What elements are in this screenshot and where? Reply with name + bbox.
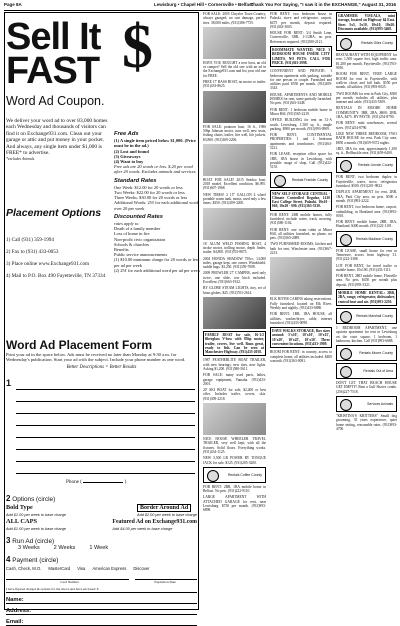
section-rentals-giles — [336, 35, 397, 51]
list-item: FOR RENT: 2BR mobile homes, fully furnished, include water, trash, mowing. (931)580-1102. — [270, 212, 332, 226]
section-rentals-lincoln — [336, 157, 397, 173]
list-item: LOT FOR RENT, for travel trailer or mobile home, 10x100. (931)433-1111. — [336, 263, 397, 272]
list-item: FOR LEASE, small house for rent in Tennessee, across from highway 31. (931)222-3388. — [336, 248, 397, 262]
list-item: RESTAURANT WITH EQUIPMENT for rent, 1,500 square feet, high traffic area. $1,200 per month, Fayetteville. (931)703-9010. — [336, 53, 397, 71]
section-label: Rentals Coffee County — [227, 472, 262, 477]
list-item: FOR RENT, 2BD mobile home, Flintville area. No pets. $450 per month plus deposit. (931)993-3321. — [336, 274, 397, 287]
rate-line: Additional Words: 25¢ for each additional word over 20 per week — [114, 200, 199, 211]
classified-column-1 — [203, 12, 266, 610]
free-ads-note: Free ads are 20 words or less. $.20 per word after 20 words. Excludes animals and services. — [114, 164, 197, 175]
options-row-1 — [6, 505, 197, 519]
step-2-label: Options (circle) — [12, 495, 56, 503]
list-item: FOR RENT: 1 bedroom mobile home in Minor Hill. (931)565-2219. — [270, 107, 332, 116]
list-item: FOR SALE: 2005 Chrysler Town Country, always garaged, no rust damage, perfect tires. 38,000 miles. (931)386-7755. — [203, 12, 266, 25]
ad-photo — [203, 403, 266, 435]
rate-line: Two Weeks: $22.00 for 20 words or less — [114, 190, 185, 196]
list-item: GRAMMER VISUALS, mini storage, located on Highway 64 East. Sizes 5x5, 5x10, 10x10, 10x20. Discounts available. (931)993-3468. — [336, 12, 397, 33]
list-item: FOR RENT: 2BR, 1BA mobile home in Belfast. No pets. (931)222-9110. — [203, 484, 266, 494]
section-label: Rentals Lincoln County — [358, 163, 393, 168]
placement-fax: 2) Fax to (931) 433-0053 — [6, 249, 59, 255]
list-item: FOR SALE: pontoon boat, 16 ft., 1986 50hp Johnson motor, runs well, new seats, fishing chairs, trailer, live well, life jackets. $3,800. (931)309-2206. — [203, 124, 266, 142]
border-price: Add $2.00 per week to base charge — [137, 512, 197, 517]
list-item: FREE 17' BASS BOAT, no motor or trailer. (931)433-8625. — [203, 80, 266, 89]
list-item: LARGE APARTMENT WITH ATTACHED GARAGE for rent, near Lewisburg. $750 per month. (931)993-6898. — [203, 495, 266, 513]
list-item: ELK RIVER CABINS taking reservations. Fully furnished, located on Elk River. Weekly and nightly. (931)433-6880. — [270, 297, 332, 310]
discount-line: Non-profit civic organization — [114, 236, 166, 242]
section-rentals-marshall — [336, 308, 397, 324]
discounted-rates-title: Discounted Rates — [114, 213, 163, 220]
list-item: FOR RENT: one room cabin at Minor Hill, all utilities furnished, no phone, no pets. (931)565-2089. — [270, 227, 332, 241]
section-label: Rentals Out of Area — [363, 369, 393, 374]
step-4: 4 Payment (circle) — [6, 554, 59, 564]
ad-line[interactable] — [16, 461, 195, 462]
placement-title: Placement Options — [6, 207, 102, 219]
county-seal-icon — [340, 311, 352, 323]
list-item: FOR RENT: mobile home, 2BR, 1BA, Huntland. $400 month. (931)322-1101. — [336, 220, 397, 229]
phone-label-close: ) — [124, 478, 127, 485]
ad-line[interactable] — [16, 413, 195, 414]
list-item: RENTALS IN MOORE HOME COMMUNITY: 3BR, 2BA, $800; 2BR, 1BA, $475. BY PAYTE. (931)254-8790. — [336, 106, 397, 120]
county-seal-icon — [340, 348, 352, 360]
list-item: 1987 FEATHERLITE BOAT TRAILER, with new bearings, new tires, new lights. Asking $1,200. (931)580-5611. — [203, 358, 266, 371]
county-seal-icon — [274, 175, 286, 187]
placement-call: 1) Call (931) 359-1994 — [6, 237, 54, 243]
pay-mastercard[interactable]: MasterCard — [48, 565, 71, 571]
discounted-rates-list — [114, 221, 200, 273]
list-item: NEW SELF STORAGE CENTRAL - Climate Controlled Regular, 1410 East College Street, Pulaski. 10x10 - $60, 10x20 - $90. (931)363-3330. — [270, 190, 332, 211]
list-item: NEW TIRES! 2 15" GALLON 4 wheel portable warm tank, motor, used only a few times. $350. (931)309-3200. — [203, 192, 266, 206]
ad-photo — [203, 91, 266, 123]
ad-photo — [203, 208, 266, 240]
placement-form — [4, 338, 199, 626]
list-item: HAVE YOU BOUGHT a new boat, an old or camper? Sell the old one with an ad in the Exchange931.com and list your old one for FREE. — [203, 60, 266, 78]
list-item: DUPLEX APARTMENT for rent, 2BR, 1BA, Park City area, no pets. $500 a month. (931)993-2222. — [336, 190, 397, 203]
rate-line: One Week: $12.00 for 20 words or less — [114, 184, 183, 190]
list-item: MOBILE HOME RENTAL: 2BR, 2BA, range, refrigerator, dishwasher, central heat and air. (931)993-2250. — [336, 289, 397, 306]
list-item: ROOM FOR RENT, VERY LARGE ROOM for rent in Fayetteville, with walk-in closet and full bath. $550 per month, all utilities. (931)993-0025. — [336, 72, 397, 90]
section-label: Rentals Moore County — [359, 351, 393, 356]
section-rentals-franklin — [270, 172, 332, 188]
standard-rates-title: Standard Rates — [114, 177, 157, 184]
options-row-2 — [6, 519, 197, 533]
intro-note: *excludes Animals — [6, 157, 35, 162]
ad-line[interactable] — [16, 473, 195, 474]
section-label: Services Animals — [367, 402, 393, 407]
list-item: BOAT FOR SALE! 2015 Seadoo boat, 2018 model. Excellent condition. $6,995. (931)607-1968. — [203, 177, 266, 191]
classified-column-3 — [336, 12, 397, 610]
free-ads-title: Free Ads — [114, 131, 139, 137]
discount-line: Benefits — [114, 247, 129, 253]
free-ad-item: (1) A single item priced below $1,000. (Price must be in the ad.) — [114, 138, 196, 149]
ad-line[interactable] — [16, 437, 195, 438]
name-field[interactable]: Name: — [6, 597, 197, 604]
classified-column-2 — [270, 12, 332, 610]
ad-photo — [203, 144, 266, 176]
list-item: FOR LEASE, reception office space for 1BR, 1BA house in Lewisburg, with possible usage of shop. Call (931)422-5155. — [270, 152, 332, 170]
ad-line[interactable] — [16, 425, 195, 426]
section-rentals-madison — [336, 231, 397, 247]
pay-cash[interactable]: Cash, Check, M.O. — [6, 565, 42, 571]
free-ads-list — [114, 138, 200, 174]
globe-icon — [340, 366, 352, 378]
list-item: FOR RENT: 1BR, 1BA HOUSE, all utilities, washer/dryer, cable, internet furnished. (931)433-0098. — [270, 312, 332, 325]
all-caps-option[interactable]: ALL CAPS — [6, 518, 38, 526]
phone-field[interactable] — [66, 479, 126, 485]
discount-line: Public service announcements — [114, 252, 168, 258]
pay-discover[interactable]: Discover — [133, 565, 150, 571]
border-option[interactable]: Border Around Ad — [137, 504, 191, 512]
featured-option[interactable]: Featured Ad on Exchange931.com — [112, 519, 197, 526]
intro-text — [6, 118, 110, 163]
rate-line: Three Weeks: $30.00 for 20 words or less — [114, 195, 188, 201]
free-ad-item: (4) Want to buy — [114, 159, 144, 165]
county-seal-icon — [340, 38, 352, 50]
ad-line[interactable] — [16, 389, 195, 390]
page-header — [4, 2, 396, 11]
word-ad-coupon — [4, 12, 200, 625]
ad-text-area[interactable] — [6, 373, 197, 491]
standard-rates-list — [114, 185, 200, 211]
section-rentals-moore — [336, 345, 397, 361]
paper-name: Lewisburg • Chapel Hill • Cornersville • Belfast — [154, 2, 253, 7]
list-item: FOR RENT: two bedroom duplex in Fayetteville, water, stove, refrigerator furnished. $500. (931)201-9823. — [336, 175, 397, 189]
pay-amex[interactable]: American Express — [92, 565, 127, 571]
free-ad-item: (2) Lost and found — [114, 148, 149, 154]
bold-price: Add $1.00 per week to base charge — [6, 512, 66, 517]
rates-panel — [114, 132, 200, 277]
list-item: HOUSE, APARTMENTS AND MOBILE HOMES for rent, some partially furnished. No pets. (931)363-3448. — [270, 92, 332, 106]
list-item: ROOM FOR RENT: in country, access to complete home, all utilities included. $400 a month. (931)363-0081. — [270, 350, 332, 363]
list-item: FOR RENT, two bedroom home, carport, outbuilding, in Huntland area. (931)993-0010. — [336, 205, 397, 218]
list-item: BY GLOBE STEAM LIGHTS, tiny, set of brass globes. $25. (931)703-2614. — [203, 286, 266, 295]
county-seal-icon — [340, 234, 352, 246]
list-item: 1BD, 1BA for rent, approximately 1,100 sq. ft., Bellbuckle area. (931)659-6400. — [336, 146, 397, 156]
authorize-line[interactable]: I have figured charges & options for the above and have enclosed: $ — [6, 587, 197, 593]
list-item: 1 BEDROOM APARTMENT, one upstairs apartment for rent in Lewisburg on the court square, 1 bedroom, 1 bathroom, kitchen. Call (931)993-6688. — [336, 325, 397, 343]
email-field[interactable]: Email: — [6, 619, 197, 626]
placement-mail: 4) Mail to P.O. Box 490 Fayetteville, TN 37334 — [6, 273, 106, 279]
payment-row — [6, 566, 197, 571]
list-item: 2004 HONDA SHADOW 750cc, 14,000 miles, garage kept, one owner. Windshield, saddle bags. $3,250. (931)359-7008. — [203, 256, 266, 270]
caps-price: Add $1.00 per week to base charge — [6, 527, 66, 532]
ad-photo — [203, 27, 266, 59]
list-item: FOR SALE: many used parts, lathes, garage equipment, Yamaha. (931)433-2001. — [203, 373, 266, 386]
headline: Sell It FAST — [6, 16, 101, 92]
pay-visa[interactable]: Visa — [77, 565, 86, 571]
county-seal-icon — [207, 470, 219, 482]
bold-type-option[interactable]: Bold Type — [6, 503, 33, 511]
card-caption: Card Number — [60, 579, 79, 584]
intro-body: We deliver your word ad to over 83,000 homes each Wednesday and thousands of visitors can find it on Exchange931.com. Clean out your garage or attic and put money in your pocket. And always, any single item under $1,000 is FREE* to advertise. — [6, 118, 108, 157]
placement-options — [6, 237, 110, 285]
section-label: Rentals Madison County — [356, 236, 393, 241]
form-title: Word Ad Placement Form — [6, 338, 153, 352]
list-item: TWO ROOMS for rent in Park City, $500 per month, includes all utilities, plus internet and cable. (931)433-5309. — [336, 91, 397, 105]
list-item: TWO FURNISHED ROOMS, kitchen and bath for rent, Winchester area. (931)967-2213. — [270, 242, 332, 256]
section-rentals-coffee — [203, 467, 266, 483]
step-1-number: 1 — [6, 377, 12, 388]
discount-line: Schools & churches — [114, 241, 150, 247]
list-item: 20' SKI BOAT for sale, $2,400 or best offer. Includes trailer, covers, skis. (931)309-2218. — [203, 388, 266, 401]
section-label: Rentals Franklin County — [291, 177, 328, 182]
subhead: Word Ad Coupon. — [6, 94, 105, 108]
discount-line: (1) $10.00 minimum charge for 20 words or less per ad per week — [114, 257, 200, 268]
card-captions — [6, 580, 197, 584]
phone-label: Phone ( — [66, 478, 82, 485]
list-item: FAMILY BOAT for sale, 16-1/2 fiberglass V-bow with 85hp motor, trailer, covers, live well. Runs great, ready to fish. Can be seen at Manchester Highway. (931)433-2058. — [203, 331, 266, 356]
list-item: FOR RENT: two bedroom house in Pulaski, stove and refrigerator, carport. $475 per month, deposit required. (931)363-3003. — [270, 12, 332, 29]
county-seal-icon — [340, 160, 352, 172]
form-instructions: Print your ad in the space below. Ads must be received no later than Monday at 9:30 a.m. for Wednesday's publication. Start your ad with the subject. Include your phone number as one word. — [6, 352, 186, 363]
weeks-row — [6, 545, 197, 552]
list-item: "KRISTINA'S KRITTERS" Small dog grooming, 35 years experience, quiet home setting, reasonable rates. (931)993-4700. — [336, 414, 397, 431]
list-item: DON'T LET THAT BEACH HOUSE GET EMPTY! Rent a Gulf Shores condo. (256)227-7518. — [336, 381, 397, 394]
featured-price: Add $4.00 per week to base charge — [112, 527, 173, 532]
list-item: NICE HOUSE WHEELER TRAVEL TRAILER, very well kept, with all the fixtures. Solid floors. Everything works. (931)434-1125. — [203, 437, 266, 454]
list-item: CONVENIENT AND PRIVATE: 1 bedroom apartment with parking, suitable for one person or couple. Furnished and utilities paid. $550 per month. (931)309-3343. — [270, 69, 332, 91]
discount-line: Death of a family member — [114, 226, 161, 232]
discount-line: Loss of home in fire — [114, 231, 150, 237]
paw-icon — [340, 399, 352, 411]
run-3-weeks[interactable]: 3 Weeks — [18, 545, 40, 551]
section-services-animals — [336, 396, 397, 412]
list-item: FOR RENT: mini warehouses, several sizes. (931)254-8790. — [336, 121, 397, 130]
list-item: 16' ALUM WELD FISHING BOAT, 4 stroke motor, trolling motor, depth finder, trailer. $4,800. (931)703-8875. — [203, 241, 266, 255]
list-item: FOR RENT, CONTINENTAL PROPERTIES: 1 and 2 bedroom apartments and townhouses. (931)363-5221. — [270, 133, 332, 151]
step-4-label: Payment (circle) — [12, 556, 59, 564]
header-slogan: Thank You For Saying, "I saw it in the EXCHANGE," August 31, 2016 — [250, 2, 396, 7]
list-item: LIKE NEW THREE BEDROOM, TWO BATH HOUSE for rent, Park City area, $850 a month. (931)659-9372 nights. — [336, 131, 397, 145]
discount-subtitle: rates apply to: — [114, 221, 140, 227]
discount-line: (2) 25¢ for each additional word per ad per week — [114, 267, 200, 273]
page-number: Page 8A — [4, 2, 22, 7]
ad-line[interactable] — [16, 449, 195, 450]
run-1-week[interactable]: 1 Week — [89, 545, 109, 551]
step-3-label: Run Ad (circle) — [12, 538, 55, 545]
address-field[interactable]: Address: — [6, 608, 197, 615]
ad-photo — [203, 297, 266, 329]
placement-online[interactable]: 3) Place online www.Exchange931.com — [6, 261, 90, 267]
step-3: 3 Run Ad (circle) — [6, 536, 55, 545]
run-2-weeks[interactable]: 2 Weeks — [53, 545, 76, 551]
section-label: Rentals Marshall County — [356, 313, 393, 318]
exp-caption: Expiration Date — [154, 579, 176, 584]
step-2: 2 Options (circle) — [6, 493, 56, 503]
list-item: DAVE WALKS STORAGE, Box sizes around: 5'x10', 10'x10', 10'x15', 10'x20', 10'x25', 10'x30'. Three convenient locations. (931)433-1909. — [270, 327, 332, 348]
form-better: Better Descriptions = Better Results — [66, 364, 137, 370]
list-item: NEW 3,500 LB POWER RV TONGUE JACK for sale. $125. (931)205-3200. — [203, 456, 266, 465]
dollar-sign-icon: $ — [122, 13, 153, 81]
section-rentals-out-of-area — [336, 363, 397, 379]
ad-line[interactable] — [16, 401, 195, 402]
free-ad-item: (3) Giveaways — [114, 153, 141, 159]
list-item: HOUSE FOR RENT: 3/4 Smith Lane, Cornersville, 3BR, 1-1/2BA, no pets. References required. (931)580-2121. — [270, 31, 332, 44]
ad-photo — [270, 257, 332, 295]
list-item: OFFICE BUILDING for rent on 31-A south, Lewisburg. 1,500 sq. ft., ample parking. $900 per month. (931)993-0909. — [270, 118, 332, 131]
list-item: ROOMMATE WANTED, NICE 3 BEDROOM HOUSE INSIDE CITY LIMITS, NO PETS. CALL FOR PRICE. (931)363-2998. — [270, 46, 332, 67]
list-item: 2009 PROWLER 27' CAMPER, used only twice, one slide, tow hitch included. Excellent. (931)663-1922. — [203, 271, 266, 285]
section-label: Rentals Giles County — [361, 41, 393, 46]
